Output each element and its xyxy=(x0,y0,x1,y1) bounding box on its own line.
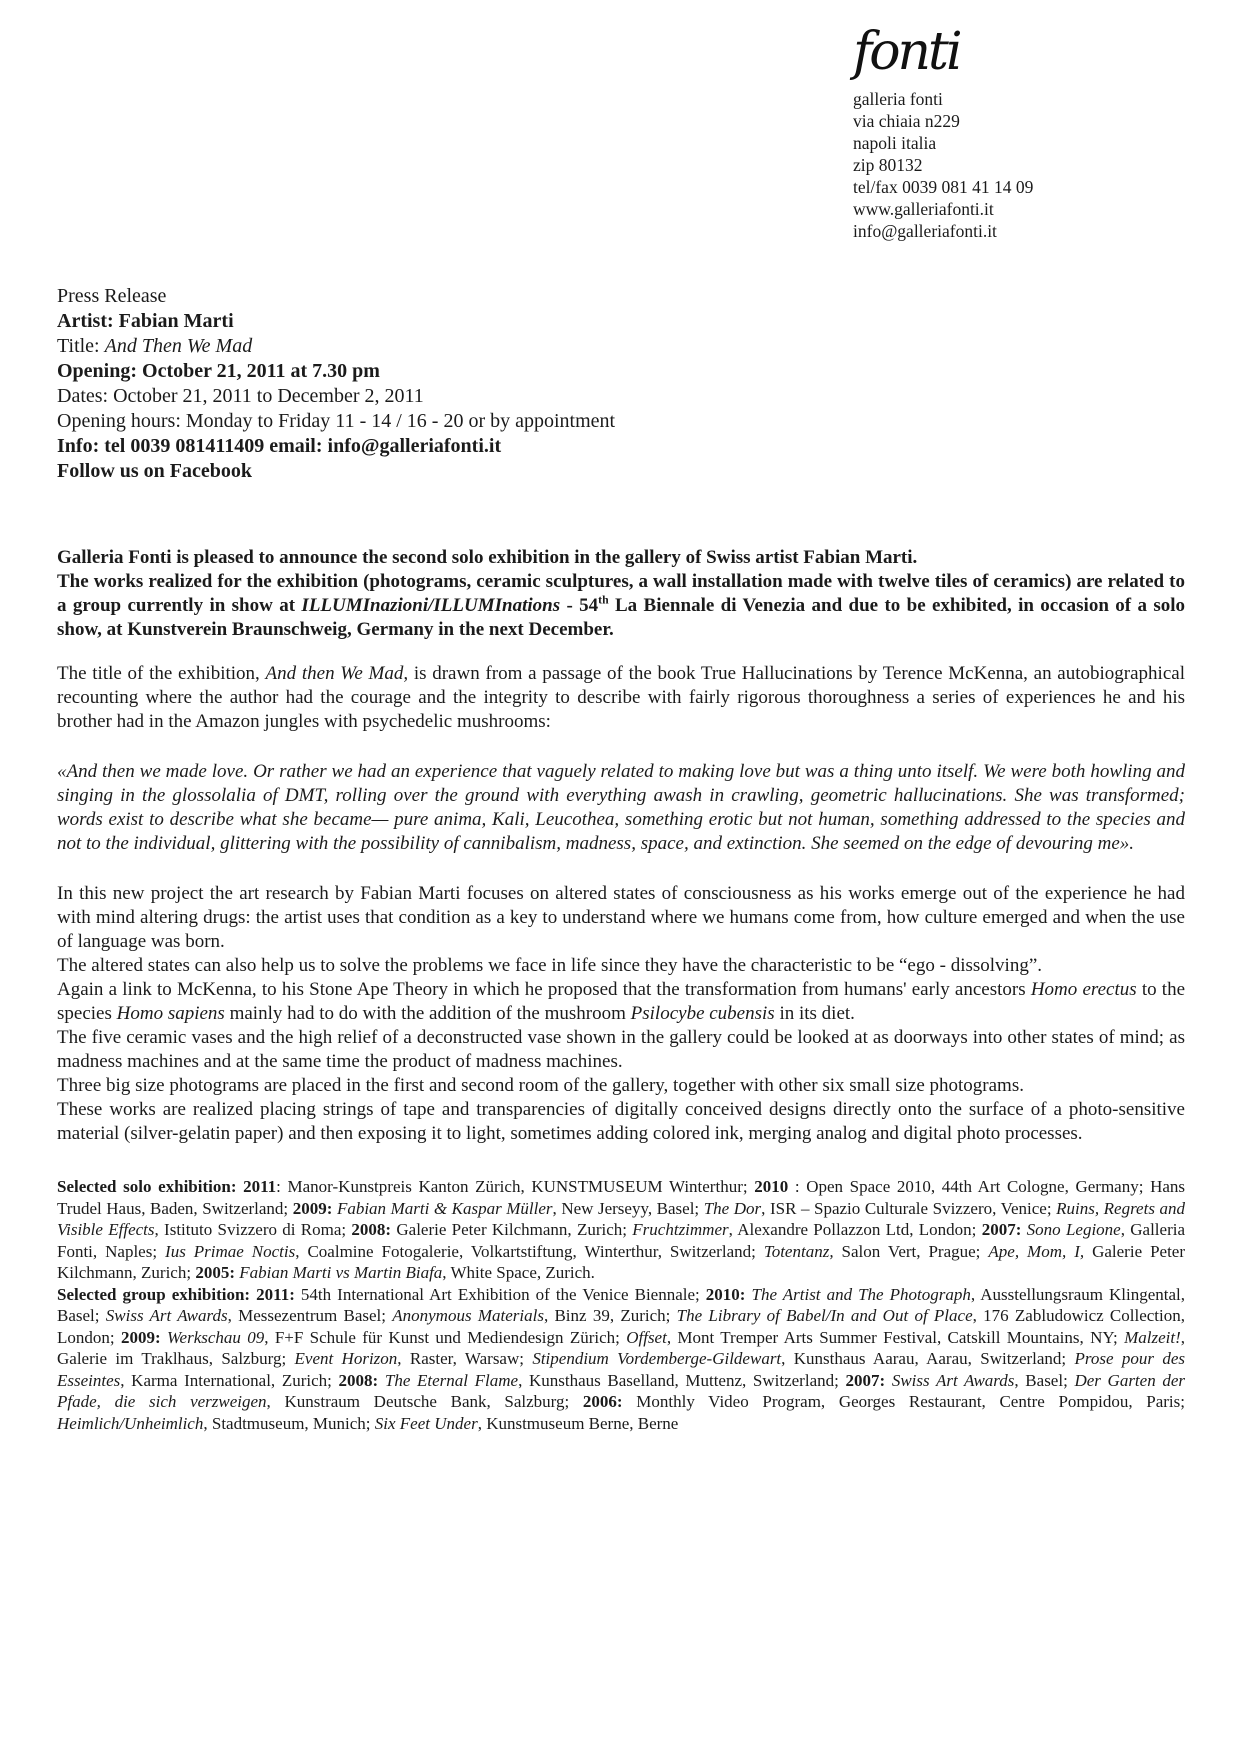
altered-states-paragraph xyxy=(57,954,1185,978)
text-run: Sono Legione xyxy=(1026,1220,1121,1239)
info-line xyxy=(57,434,1185,459)
text-run: In this new project the art research by Fabian Marti focuses on altered states of consciousness as his works emerge out of the experience he had with mind altering drugs: the artist uses that condition as a key to understand where we humans come from, how culture emerged and when the use of language was born. xyxy=(57,883,1185,952)
intro-paragraph-1 xyxy=(57,546,1185,570)
ceramic-vases-paragraph xyxy=(57,1026,1185,1074)
text-run: , Karma International, Zurich; xyxy=(120,1370,339,1390)
text-run: : Open Space 2010, 44th Art Cologne, Germany; Hans Trudel Haus, Baden, Switzerland; xyxy=(57,1177,1186,1218)
text-run: , Kunstraum Deutsche Bank, Salzburg; xyxy=(266,1392,583,1411)
text-run: 2008: xyxy=(338,1370,379,1390)
text-run: Salon Vert, Prague; xyxy=(833,1241,989,1261)
exhibitions-block xyxy=(57,1176,1185,1434)
text-run: Monthly Video Program, Georges Restaurant, Centre Pompidou, Paris; xyxy=(622,1392,1185,1411)
text-run: Selected group exhibition: xyxy=(57,1284,257,1304)
text-run: Galleria Fonti is pleased to announce the second solo exhibition in the gallery of Swiss artist Fabian Marti. xyxy=(57,547,918,568)
text-run: Selected solo exhibition: 2011 xyxy=(57,1177,277,1196)
text-run xyxy=(378,1371,385,1390)
text-run: Homo sapiens xyxy=(116,1003,225,1024)
text-run: The Dor xyxy=(703,1198,762,1218)
text-run: Again a link to McKenna, to his Stone Ape Theory in which he proposed that the transformation from humans' early ancestors xyxy=(57,979,1031,1000)
gallery-name: galleria fonti xyxy=(853,89,943,109)
text-run: The Artist and The Photograph xyxy=(751,1284,971,1304)
selected-group-exhibitions xyxy=(57,1284,1185,1435)
text-run: 2009: xyxy=(292,1198,333,1218)
photograms-placement-paragraph xyxy=(57,1074,1185,1098)
technique-paragraph xyxy=(57,1098,1185,1146)
text-run: Anonymous Materials xyxy=(392,1306,544,1325)
text-run: 2010 xyxy=(754,1177,789,1196)
text-run: , Binz 39, Zurich; xyxy=(543,1306,677,1325)
text-run: The works realized for the exhibition (photograms, ceramic sculptures, a wall installation made with twelve tiles of ceramics) are related to a group currently in show at xyxy=(57,571,1185,616)
gallery-contact-block xyxy=(853,88,1185,242)
gallery-telfax: tel/fax 0039 081 41 14 09 xyxy=(853,177,1034,197)
text-run: Swiss Art Awards xyxy=(105,1306,228,1325)
title-origin-paragraph xyxy=(57,662,1185,734)
text-run: Fabian Marti vs Martin Biafa xyxy=(239,1263,443,1282)
text-run: Info: tel 0039 081411409 email: info@galleriafonti.it xyxy=(57,435,502,457)
text-run: Follow us on Facebook xyxy=(57,460,253,482)
text-run: Opening hours: Monday to Friday 11 - 14 / 16 - 20 or by appointment xyxy=(57,410,616,432)
text-run: , Galerie im Traklhaus, Salzburg; xyxy=(57,1327,1186,1368)
selected-solo-exhibitions xyxy=(57,1176,1185,1284)
text-run: Stipendium Vordemberge-Gildewart xyxy=(532,1349,782,1368)
body-text-block xyxy=(57,546,1185,1146)
text-run: , Coalmine Fotogalerie, Volkartstiftung, Winterthur, Switzerland; xyxy=(295,1241,764,1261)
text-run: , Kunsthaus Baselland, Muttenz, Switzerland; xyxy=(518,1370,846,1390)
text-run: 2006: xyxy=(582,1392,623,1411)
gallery-website: www.galleriafonti.it xyxy=(853,199,994,219)
facebook-line xyxy=(57,459,1185,484)
text-run: And then We Mad, xyxy=(265,663,409,684)
opening-line xyxy=(57,359,1185,384)
text-run: is drawn from a passage of the book True Hallucinations by Terence McKenna, an autobiographical recounting where the author had the courage and the integrity to describe with fairly rigorous thoroughness a series of experiences he and his brother had in the Amazon jungles with psychedelic mushrooms: xyxy=(57,663,1185,732)
text-run: The altered states can also help us to solve the problems we face in life since they have the characteristic to be “ego - dissolving”. xyxy=(57,955,1043,976)
text-run: Opening: October 21, 2011 at 7.30 pm xyxy=(57,360,380,382)
text-run: Fruchtzimmer xyxy=(632,1220,729,1239)
text-run: , Messezentrum Basel; xyxy=(227,1306,393,1325)
text-run: 2009: xyxy=(120,1327,161,1347)
text-run: Galerie Peter Kilchmann, Zurich; xyxy=(57,1241,1186,1282)
text-run: «And then we made love. Or rather we had an experience that vaguely related to making love but was a thing unto itself. We were both howling and singing in the glossolalia of DMT, rolling over the ground with everything awash in crawling, geometric hallucinations. She was transformed; words exist to describe what she became— pure anima, Kali, Leucothea, something erotic but not human, something addressed to the species and not to the individual, glittering with the possibility of cannibalism, madness, space, and extinction. She seemed on the edge of devouring me». xyxy=(57,761,1185,854)
artist-line xyxy=(57,309,1185,334)
text-run: , Raster, Warsaw; xyxy=(397,1349,533,1368)
text-run: , Ausstellungsraum Klingental, Basel; xyxy=(57,1284,1186,1325)
mckenna-quote-paragraph xyxy=(57,760,1185,856)
text-run: - 54 xyxy=(560,595,599,616)
text-run: mainly had to do with the addition of the mushroom xyxy=(224,1003,631,1024)
letterhead-right-column xyxy=(853,22,1185,242)
text-run: Ape, Mom, I, xyxy=(988,1241,1085,1261)
text-run: 2010: xyxy=(705,1284,746,1304)
text-run: Ius Primae Noctis xyxy=(165,1241,296,1261)
text-run: Offset xyxy=(626,1327,667,1347)
gallery-city: napoli italia xyxy=(853,133,937,153)
dates-line xyxy=(57,384,1185,409)
text-run: Prose pour des Esseintes xyxy=(57,1349,1185,1390)
letterhead xyxy=(57,22,1185,242)
text-run: Swiss Art Awards xyxy=(891,1370,1015,1390)
stone-ape-paragraph xyxy=(57,978,1185,1026)
text-run: Three big size photograms are placed in the first and second room of the gallery, together with other six small size photograms. xyxy=(57,1075,1024,1096)
text-run: , Mont Tremper Arts Summer Festival, Catskill Mountains, NY; xyxy=(666,1327,1125,1347)
gallery-zip: zip 80132 xyxy=(853,155,923,175)
intro-paragraph-2 xyxy=(57,570,1185,642)
text-run: The title of the exhibition, xyxy=(57,663,266,684)
text-run: Galerie Peter Kilchmann, Zurich; xyxy=(391,1220,633,1239)
text-run: Six Feet Under xyxy=(374,1413,478,1433)
text-run: The Library of Babel/In and Out of Place xyxy=(676,1306,973,1325)
text-run: , Basel; xyxy=(1014,1370,1075,1390)
text-run: : Manor-Kunstpreis Kanton Zürich, KUNSTMUSEUM Winterthur; xyxy=(276,1177,755,1196)
text-run: Artist: Fabian Marti xyxy=(57,310,234,332)
text-run: These works are realized placing strings of tape and transparencies of digitally conceived designs directly onto the surface of a photo-sensitive material (silver-gelatin paper) and then exposing it to light, sometimes adding colored ink, merging analog and digital photo processes. xyxy=(57,1099,1185,1144)
text-run: The five ceramic vases and the high relief of a deconstructed vase shown in the gallery could be looked at as doorways into other states of mind; as madness machines and at the same time the product of madness machines. xyxy=(57,1027,1185,1072)
gallery-logo: fonti xyxy=(853,22,960,82)
text-run: Dates: October 21, 2011 to December 2, 2011 xyxy=(57,385,424,407)
text-run: La Biennale di Venezia and due to be exhibited, in occasion of a solo show, at Kunstverein Braunschweig, Germany in the next December. xyxy=(57,595,1185,640)
project-paragraph xyxy=(57,882,1185,954)
text-run: 2007: xyxy=(845,1370,886,1390)
text-run: Werkschau 09 xyxy=(166,1327,265,1347)
text-run: 54th International Art Exhibition of the Venice Biennale; xyxy=(294,1284,706,1304)
text-run: , ISR – Spazio Culturale Svizzero, Venice; xyxy=(761,1198,1057,1218)
text-run: , Kunstmuseum Berne, Berne xyxy=(477,1413,679,1433)
text-run: th xyxy=(598,593,609,607)
text-run: 2008: xyxy=(351,1220,392,1239)
press-release-label xyxy=(57,284,1185,309)
text-run: , Galleria Fonti, Naples; xyxy=(57,1220,1186,1261)
text-run: 2005: xyxy=(195,1263,235,1282)
text-run: , New Jerseyy, Basel; xyxy=(552,1198,704,1218)
text-run: Press Release xyxy=(57,285,167,307)
title-line xyxy=(57,334,1185,359)
text-run: ILLUMInazioni/ILLUMInations xyxy=(301,595,561,616)
text-run: Homo erectus xyxy=(1030,979,1137,1000)
text-run: , F+F Schule für Kunst und Mediendesign Zürich; xyxy=(264,1327,627,1347)
text-run: , White Space, Zurich. xyxy=(442,1263,595,1282)
text-run: , Kunsthaus Aarau, Aarau, Switzerland; xyxy=(781,1349,1075,1368)
text-run: , 176 Zabludowicz Collection, London; xyxy=(57,1306,1185,1347)
text-run: Der Garten der Pfade, die sich verzweigen xyxy=(57,1370,1186,1411)
gallery-street: via chiaia n229 xyxy=(853,111,960,131)
gallery-email: info@galleriafonti.it xyxy=(853,221,997,241)
hours-line xyxy=(57,409,1185,434)
text-run: Fabian Marti & Kaspar Müller xyxy=(336,1198,553,1218)
text-run: , Alexandre Pollazzon Ltd, London; xyxy=(728,1220,982,1239)
text-run: 2011: xyxy=(256,1284,295,1304)
text-run: to the species xyxy=(57,979,1186,1024)
text-run: Title: xyxy=(57,335,105,357)
text-run: 2007: xyxy=(981,1220,1022,1239)
text-run: Totentanz, xyxy=(763,1241,834,1261)
text-run: Ruins, Regrets and Visible Effects xyxy=(57,1198,1185,1239)
press-info-block xyxy=(57,284,1185,484)
text-run: in its diet. xyxy=(774,1003,855,1024)
text-run: And Then We Mad xyxy=(104,335,253,357)
text-run: , Istituto Svizzero di Roma; xyxy=(154,1220,352,1239)
text-run: Psilocybe cubensis xyxy=(630,1003,775,1024)
text-run: Heimlich/Unheimlich xyxy=(57,1413,204,1433)
text-run: Malzeit! xyxy=(1124,1327,1181,1347)
text-run: , Stadtmuseum, Munich; xyxy=(203,1413,375,1433)
text-run: The Eternal Flame xyxy=(384,1370,519,1390)
text-run: Event Horizon xyxy=(294,1349,398,1368)
text-run xyxy=(885,1371,892,1390)
